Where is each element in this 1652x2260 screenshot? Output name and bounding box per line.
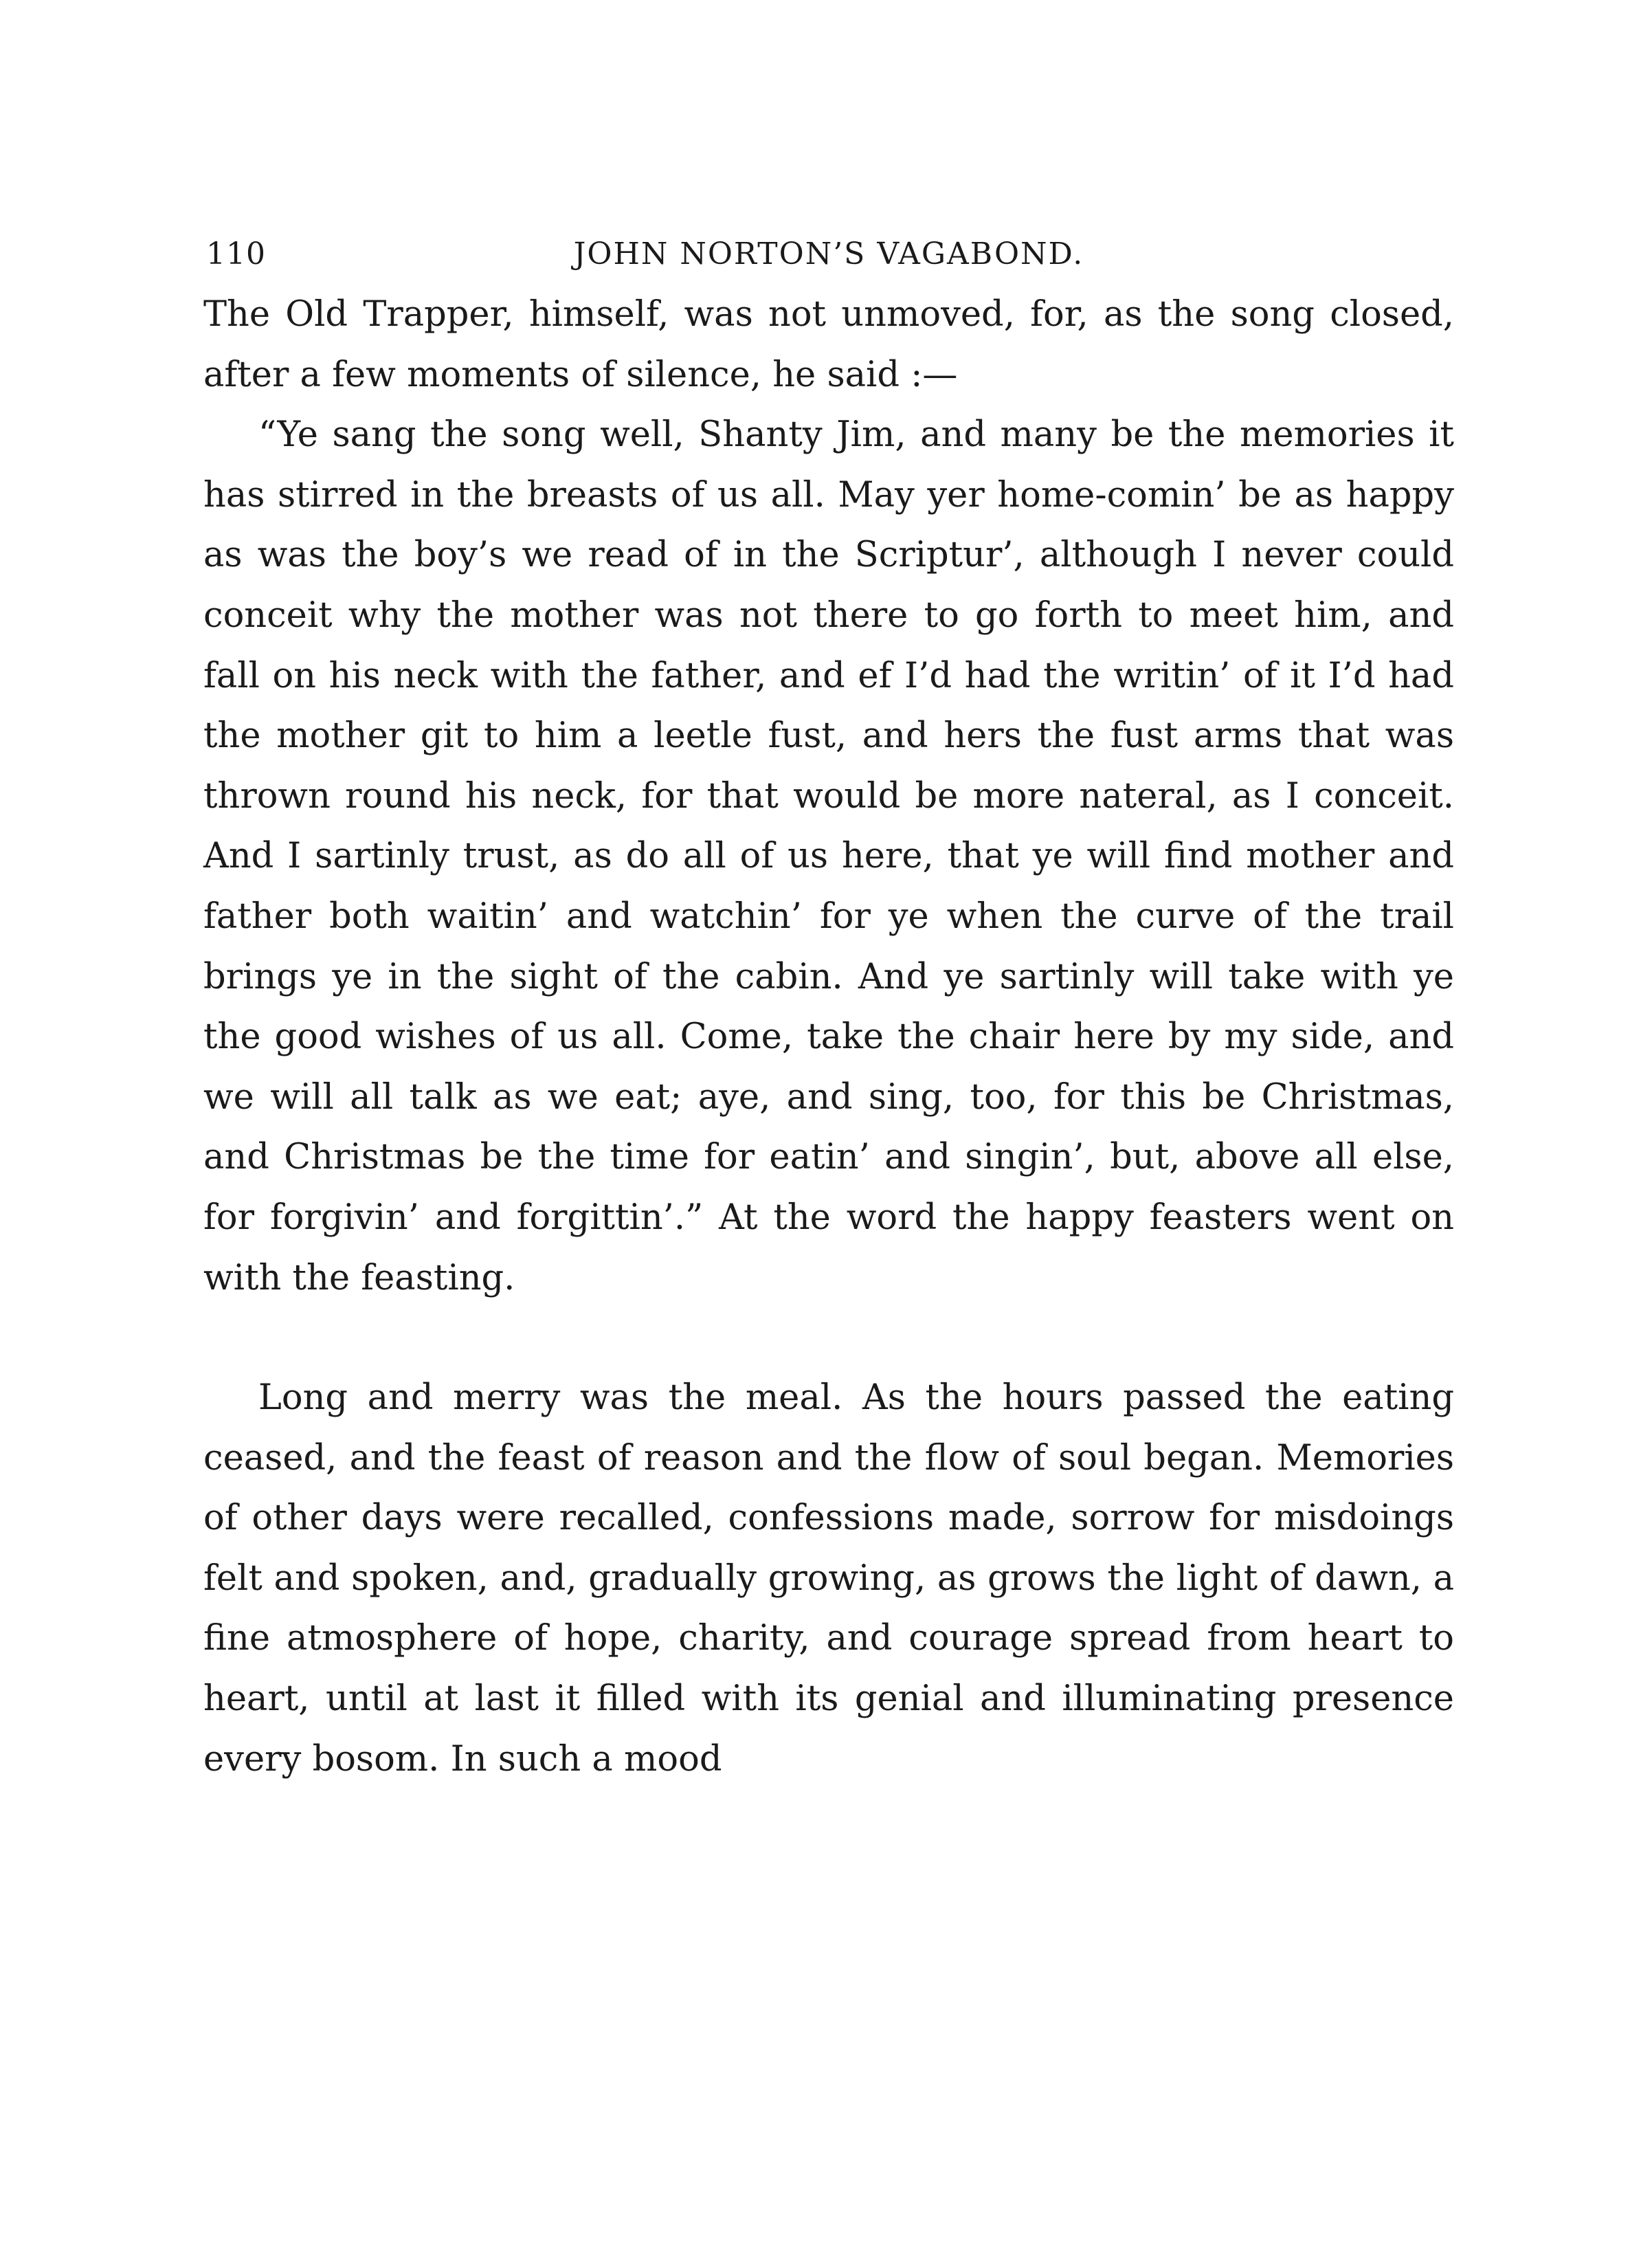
paragraph-trapper-moved: The Old Trapper, himself, was not unmoved, for, as the song closed, after a few moments of silence, he said :— — [203, 294, 1454, 395]
running-head — [203, 227, 1454, 282]
page-number: 110 — [206, 236, 266, 272]
running-title: JOHN NORTON’S VAGABOND. — [573, 236, 1084, 272]
paragraph-long-and-merry: Long and merry was the meal. As the hours passed the eating ceased, and the feast of reason and the flow of soul began. Memories of other days were recalled, confessions made, sorrow for misdoings felt and spoken, and, gradually growing, as grows the light of dawn, a fine atmosphere of hope, charity, and courage spread from heart to heart, until at last it filled with its genial and illuminating presence every bosom. In such a mood — [203, 1377, 1454, 1780]
paragraph-trapper-speech: “Ye sang the song well, Shanty Jim, and many be the memories it has stirred in the breasts of us all. May yer home-comin’ be as happy as was the boy’s we read of in the Scriptur’, although I never could conceit why the mother was not there to go forth to meet him, and fall on his neck with the father, and ef I’d had the writin’ of it I’d had the mother git to him a leetle fust, and hers the fust arms that was thrown round his neck, for that would be more nateral, as I conceit. And I sartinly trust, as do all of us here, that ye will find mother and father both waitin’ and watchin’ for ye when the curve of the trail brings ye in the sight of the cabin. And ye sartinly will take with ye the good wishes of us all. Come, take the chair here by my side, and we will all talk as we eat; aye, and sing, too, for this be Christmas, and Christmas be the time for eatin’ and singin’, but, above all else, for forgivin’ and forgittin’.” At the word the happy feasters went on with the feasting. — [203, 414, 1454, 1298]
book-page — [203, 227, 1454, 1789]
body-text — [203, 285, 1454, 1789]
